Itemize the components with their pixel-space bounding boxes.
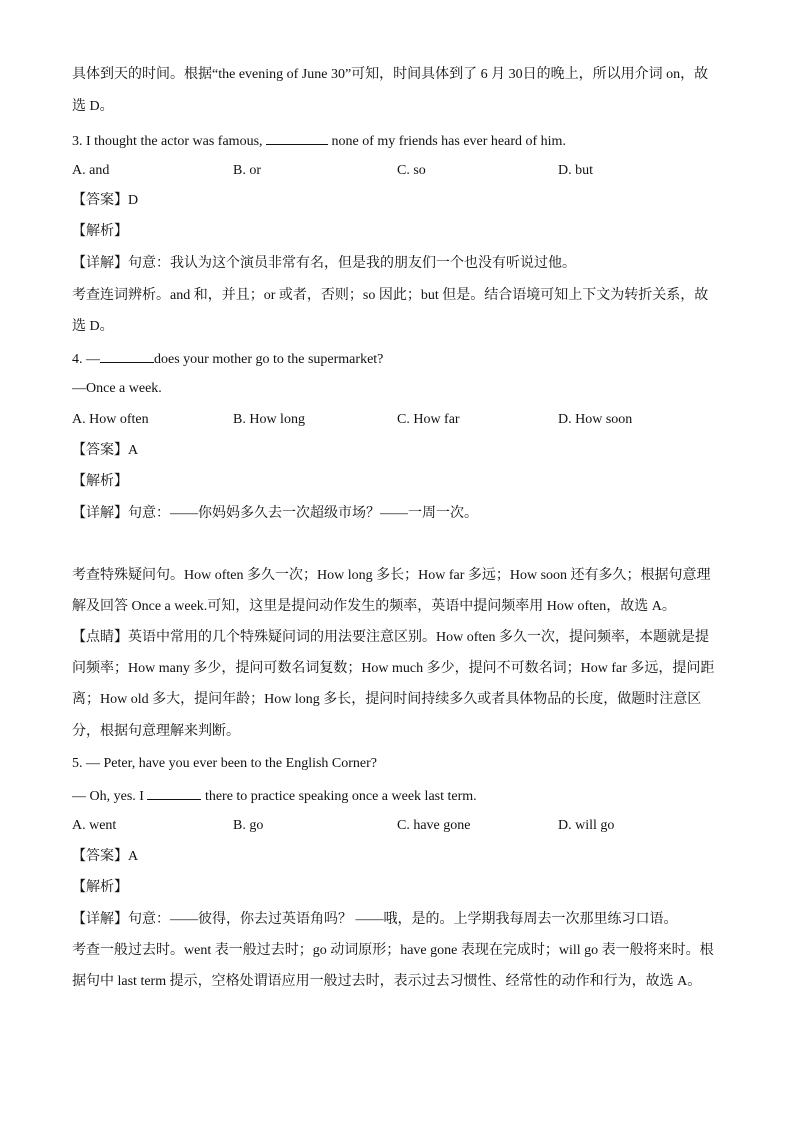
detail-text: 【详解】句意：我认为这个演员非常有名，但是我的朋友们一个也没有听说过他。 — [72, 256, 576, 271]
option-b: B. or — [233, 163, 261, 178]
explanation-text: 考查连词辨析。and 和，并且；or 或者，否则；so 因此；but 但是。结合语境可知上下文为转折关系，故 — [72, 288, 709, 303]
question-3 — [72, 130, 566, 152]
answer-label: 【答案】D — [72, 193, 139, 208]
tip-text: 【点睛】英语中常用的几个特殊疑问词的用法要注意区别。How often 多久一次，提问频率，本题就是提 — [72, 630, 709, 645]
explanation-text: 考查一般过去时。went 表一般过去时；go 动词原形；have gone 表现在完成时；will go 表一般将来时。根 — [72, 943, 714, 958]
tip-text: 问频率；How many 多少，提问可数名词复数；How much 多少，提问不可数名词；How far 多远，提问距 — [72, 661, 715, 676]
answer-blank — [100, 348, 154, 363]
question-5: 5. — Peter, have you ever been to the English Corner? — [72, 756, 378, 771]
question-text: —Once a week. — [72, 381, 162, 396]
answer-label: 【答案】A — [72, 849, 139, 864]
tip-text: 离；How old 多大，提问年龄；How long 多长，提问时间持续多久或者具体物品的长度，做题时注意区 — [72, 692, 702, 707]
answer-label: 【答案】A — [72, 443, 139, 458]
explanation-text: 解及回答 Once a week.可知，这里是提问动作发生的频率，英语中提问频率用 How often，故选 A。 — [72, 599, 676, 614]
option-c: C. have gone — [397, 818, 471, 833]
question-text: 3. I thought the actor was famous, — [72, 134, 267, 149]
question-text: does your mother go to the supermarket? — [154, 352, 384, 367]
text-line: 具体到天的时间。根据“the evening of June 30”可知，时间具体到了 6 月 30日的晚上，所以用介词 on，故 — [72, 67, 709, 82]
option-a: A. went — [72, 818, 117, 833]
option-c: C. How far — [397, 412, 460, 427]
question-text: — Oh, yes. I — [72, 789, 148, 804]
option-d: D. but — [558, 163, 593, 178]
explanation-text: 据句中 last term 提示，空格处谓语应用一般过去时，表示过去习惯性、经常性的动作和行为，故选 A。 — [72, 974, 702, 989]
option-b: B. How long — [233, 412, 305, 427]
analysis-label: 【解析】 — [72, 474, 128, 489]
question-text — [72, 785, 477, 807]
analysis-label: 【解析】 — [72, 224, 128, 239]
question-text: none of my friends has ever heard of him. — [328, 134, 566, 149]
explanation-text: 选 D。 — [72, 319, 114, 334]
detail-text: 【详解】句意：——你妈妈多久去一次超级市场？——一周一次。 — [72, 506, 478, 521]
detail-text: 【详解】句意：——彼得，你去过英语角吗？ ——哦，是的。上学期我每周去一次那里练习口语。 — [72, 912, 678, 927]
question-4 — [72, 348, 383, 370]
option-c: C. so — [397, 163, 426, 178]
question-text: there to practice speaking once a week last term. — [201, 789, 477, 804]
option-d: D. How soon — [558, 412, 633, 427]
option-a: A. How often — [72, 412, 149, 427]
answer-blank — [266, 130, 328, 145]
option-d: D. will go — [558, 818, 615, 833]
option-a: A. and — [72, 163, 110, 178]
answer-blank — [147, 785, 201, 800]
analysis-label: 【解析】 — [72, 880, 128, 895]
question-text: 4. — — [72, 352, 100, 367]
text-line: 选 D。 — [72, 99, 114, 114]
tip-text: 分，根据句意理解来判断。 — [72, 724, 240, 739]
explanation-text: 考查特殊疑问句。How often 多久一次；How long 多长；How far 多远；How soon 还有多久；根据句意理 — [72, 568, 711, 583]
option-b: B. go — [233, 818, 264, 833]
